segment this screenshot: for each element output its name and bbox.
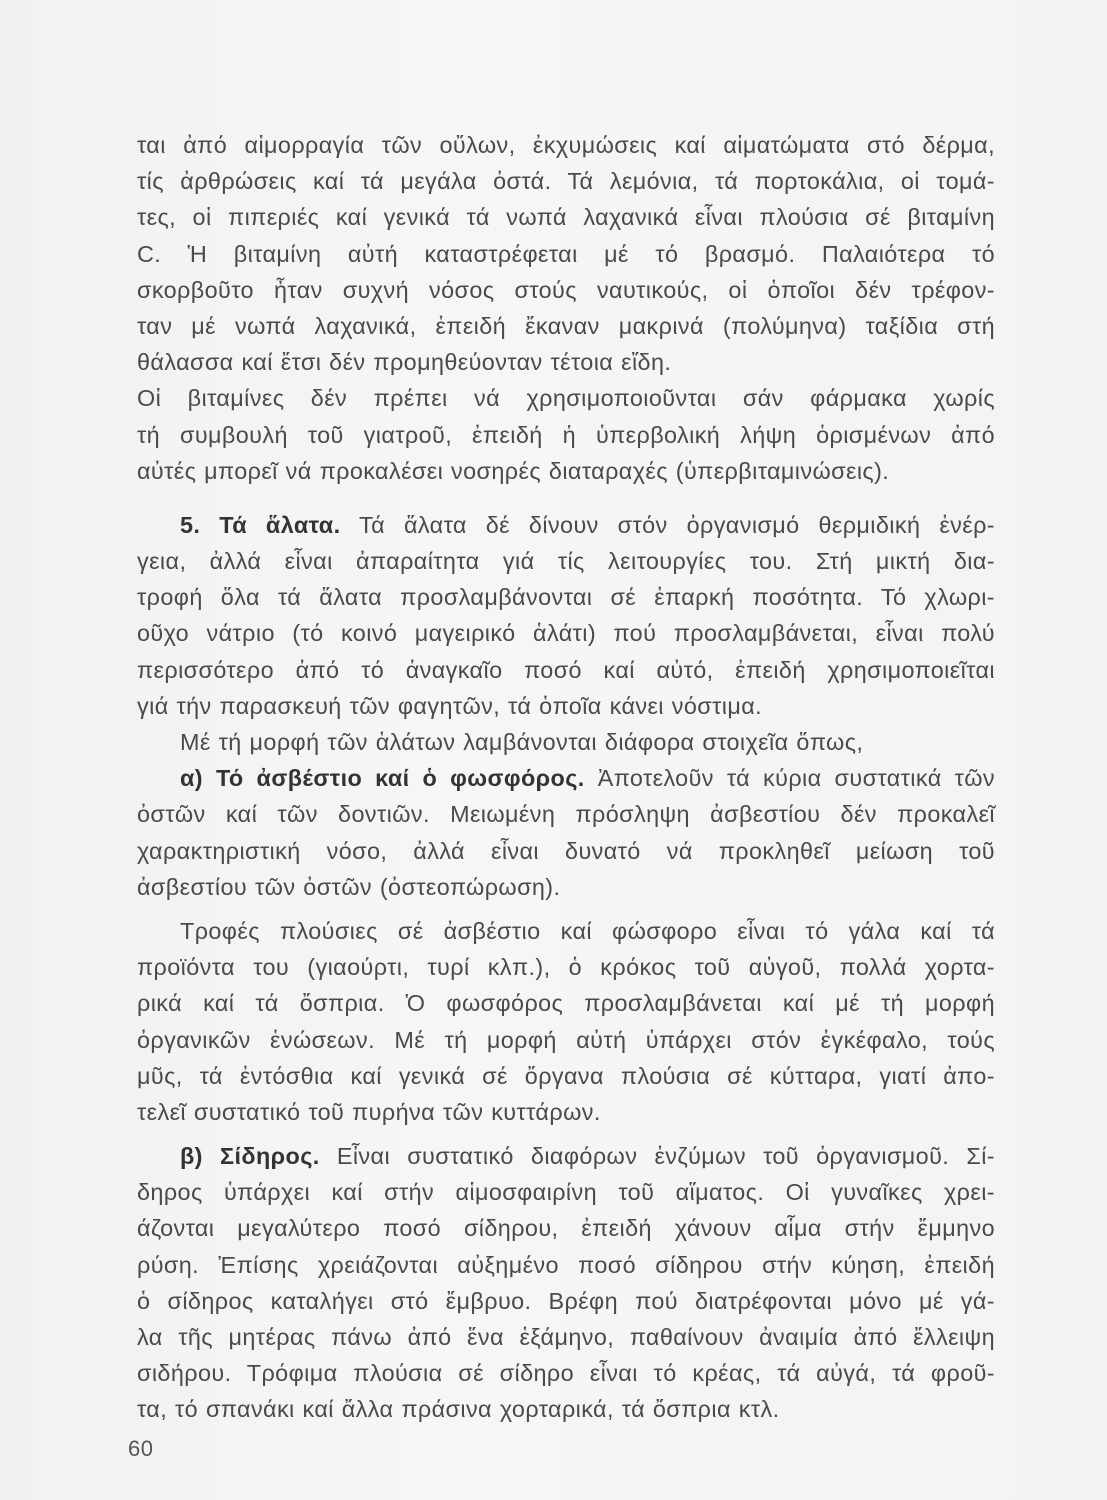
heading-continuation: Ἀποτελοῦν τά κύρια συστατικά τῶν bbox=[597, 765, 995, 792]
text-line: τες, οἱ πιπεριές καί γενικά τά νωπά λαχανικά εἶναι πλούσια σέ βιταμίνη bbox=[137, 204, 995, 231]
text-line: άζονται μεγαλύτερο ποσό σίδηρου, ἐπειδή χάνουν αἷμα στήν ἔμμηνο bbox=[137, 1215, 995, 1242]
text-line: Τροφές πλούσιες σέ ἀσβέστιο καί φώσφορο εἶναι τό γάλα καί τά bbox=[180, 917, 995, 944]
text-line: τή συμβουλή τοῦ γιατροῦ, ἐπειδή ἡ ὑπερβολική λήψη ὁρισμένων ἀπό bbox=[137, 421, 995, 448]
text-line: τα, τό σπανάκι καί ἄλλα πράσινα χορταρικά, τά ὄσπρια κτλ. bbox=[137, 1396, 780, 1423]
text-line: οῦχο νάτριο (τό κοινό μαγειρικό ἁλάτι) πού προσλαμβάνεται, εἶναι πολύ bbox=[137, 620, 995, 647]
paragraph-spacer bbox=[137, 905, 995, 913]
text-line: τίς ἀρθρώσεις καί τά μεγάλα ὀστά. Τά λεμόνια, τά πορτοκάλια, οἱ τομά- bbox=[137, 168, 995, 195]
body-text bbox=[137, 127, 995, 1428]
text-line bbox=[137, 507, 995, 543]
text-line: γιά τήν παρασκευή τῶν φαγητῶν, τά ὁποῖα κάνει νόστιμα. bbox=[137, 692, 763, 719]
text-line: ρικά καί τά ὄσπρια. Ὁ φωσφόρος προσλαμβάνεται καί μέ τή μορφή bbox=[137, 990, 995, 1017]
text-line: τροφή ὅλα τά ἅλατα προσλαμβάνονται σέ ἐπαρκή ποσότητα. Τό χλωρι- bbox=[137, 584, 995, 611]
text-line: προϊόντα του (γιαούρτι, τυρί κλπ.), ὁ κρόκος τοῦ αὐγοῦ, πολλά χορτα- bbox=[137, 954, 995, 981]
subheading-calcium-phosphorus: α) Τό ἀσβέστιο καί ὁ φωσφόρος. bbox=[180, 765, 585, 792]
text-line: Οἱ βιταμίνες δέν πρέπει νά χρησιμοποιοῦνται σάν φάρμακα χωρίς bbox=[137, 385, 995, 412]
section-salts bbox=[137, 507, 995, 724]
paragraph-elements-intro bbox=[137, 724, 995, 760]
text-line: ται ἀπό αἱμορραγία τῶν οὔλων, ἐκχυμώσεις καί αἱματώματα στό δέρμα, bbox=[137, 132, 995, 158]
text-line: ὀργανικῶν ἑνώσεων. Μέ τή μορφή αὐτή ὑπάρχει στόν ἐγκέφαλο, τούς bbox=[137, 1026, 995, 1053]
text-line: δηρος ὑπάρχει καί στήν αἱμοσφαιρίνη τοῦ αἵματος. Οἱ γυναῖκες χρει- bbox=[137, 1179, 995, 1206]
paragraph-scurvy bbox=[137, 127, 995, 380]
text-line: λα τῆς μητέρας πάνω ἀπό ἕνα ἑξάμηνο, παθαίνουν ἀναιμία ἀπό ἔλλειψη bbox=[137, 1324, 995, 1350]
text-line: περισσότερο ἀπό τό ἀναγκαῖο ποσό καί αὐτό, ἐπειδή χρησιμοποιεῖται bbox=[137, 656, 995, 683]
section-heading-salts: 5. Τά ἅλατα. bbox=[180, 511, 341, 538]
text-line: ρύση. Ἐπίσης χρειάζονται αὐξημένο ποσό σίδηρου στήν κύηση, ἐπειδή bbox=[137, 1251, 995, 1278]
section-iron bbox=[137, 1138, 995, 1428]
paragraph-spacer bbox=[137, 1130, 995, 1138]
text-line: τελεῖ συστατικό τοῦ πυρήνα τῶν κυττάρων. bbox=[137, 1098, 601, 1125]
text-line: ἀσβεστίου τῶν ὀστῶν (ὀστεοπώρωση). bbox=[137, 873, 561, 900]
text-line: ὀστῶν καί τῶν δοντιῶν. Μειωμένη πρόσληψη ἀσβεστίου δέν προκαλεῖ bbox=[137, 801, 995, 828]
text-line: σκορβοῦτο ἦταν συχνή νόσος στούς ναυτικούς, οἱ ὁποῖοι δέν τρέφον- bbox=[137, 276, 995, 303]
subheading-iron: β) Σίδηρος. bbox=[180, 1143, 320, 1170]
text-line: ὁ σίδηρος καταλήγει στό ἔμβρυο. Βρέφη πού διατρέφονται μόνο μέ γά- bbox=[137, 1287, 995, 1314]
text-line: C. Ἡ βιταμίνη αὐτή καταστρέφεται μέ τό βρασμό. Παλαιότερα τό bbox=[137, 240, 995, 267]
text-line bbox=[137, 1138, 995, 1174]
text-line: Μέ τή μορφή τῶν ἁλάτων λαμβάνονται διάφορα στοιχεῖα ὅπως, bbox=[180, 729, 864, 755]
section-calcium-phosphorus bbox=[137, 760, 995, 905]
text-line: αὐτές μπορεῖ νά προκαλέσει νοσηρές διαταραχές (ὑπερβιταμινώσεις). bbox=[137, 457, 890, 484]
page-number: 60 bbox=[128, 1436, 154, 1461]
heading-continuation: Τά ἅλατα δέ δίνουν στόν ὀργανισμό θερμιδική ἐνέρ- bbox=[359, 511, 995, 538]
paragraph-calcium-sources bbox=[137, 913, 995, 1130]
text-line: γεια, ἀλλά εἶναι ἀπαραίτητα γιά τίς λειτουργίες του. Στή μικτή δια- bbox=[137, 548, 995, 575]
heading-continuation: Εἶναι συστατικό διαφόρων ἐνζύμων τοῦ ὀργανισμοῦ. Σί- bbox=[336, 1143, 995, 1170]
text-line: σιδήρου. Τρόφιμα πλούσια σέ σίδηρο εἶναι τό κρέας, τά αὐγά, τά φροῦ- bbox=[137, 1360, 995, 1387]
text-line: ταν μέ νωπά λαχανικά, ἐπειδή ἔκαναν μακρινά (πολύμηνα) ταξίδια στή bbox=[137, 312, 995, 339]
paragraph-vitamin-warning bbox=[137, 380, 995, 489]
text-line: θάλασσα καί ἔτσι δέν προμηθεύονταν τέτοια εἴδη. bbox=[137, 349, 672, 376]
text-line bbox=[137, 760, 995, 796]
section-spacer bbox=[137, 489, 995, 507]
text-line: χαρακτηριστική νόσο, ἀλλά εἶναι δυνατό νά προκληθεῖ μείωση τοῦ bbox=[137, 837, 995, 864]
text-line: μῦς, τά ἐντόσθια καί γενικά σέ ὄργανα πλούσια σέ κύτταρα, γιατί ἀπο- bbox=[137, 1062, 995, 1089]
